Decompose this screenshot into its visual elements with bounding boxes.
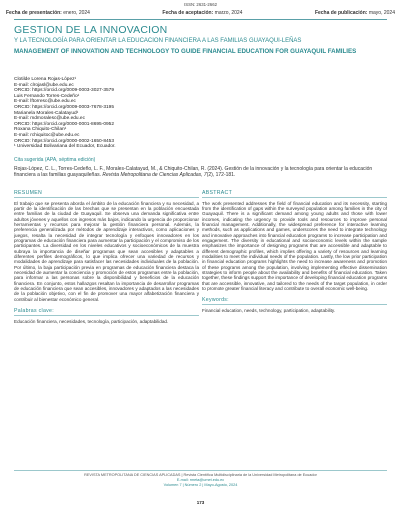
- article-title-block: [14, 24, 387, 55]
- article-subtitle: Y LA TECNOLOGÍA PARA ORIENTAR LA EDUCACION FINANCIERA A LAS FAMILIAS GUAYAQUI-LEÑAS: [14, 38, 302, 44]
- footer-journal: REVISTA METROPOLITANA DE CIENCIAS APLICADAS | Revista Científica Multidisciplinaria de la Universidad Metropolitana de Ecuador: [84, 473, 317, 477]
- publication-dates: [6, 10, 395, 16]
- citation-text: Rojas-López, C. L., Torres-Cedeño, L. F., Morales-Calatayud, M., & Chiquito-Chilan, R. (2024). Gestión de la innovación y la tecnología para orientar la educación financiera a las familias guayaquileñas. Revista Metropolitana de Ciencias Aplicadas, 7(2), 172-181.: [14, 166, 373, 178]
- received-date: Fecha de presentación: enero, 2024: [6, 10, 90, 16]
- abstract-text: The work presented addresses the field of financial education and its necessity, starting from the identification of gaps within the surveyed population among families in the city of Guayaquil. There is a significant demand among young adults and those with lower incomes, indicating the urgency to provide tools and resources to improve personal financial management. Additionally, the widespread preference for interactive learning methods, such as applications and games, underscores the need to integrate technology and innovative approaches into financial education programs to increase participation and engagement. The diversity in educational and socioeconomic levels within the sample emphasizes the importance of designing programs that are accessible and adaptable to different demographic profiles, which implies offering a variety of resources and learning modalities to meet the individual needs of the population. Lastly, the low prior participation in financial education programs highlights the need to increase awareness and promotion of these programs among the population, involving implementing effective dissemination strategies to inform people about the availability and benefits of financial education. Taken together, these findings support the importance of developing financial education programs that are accessible, innovative, and tailored to the needs of the target population, in order to promote greater financial literacy and contribute to overall economic well-being.: [202, 200, 387, 292]
- footer-divider: [14, 470, 387, 471]
- section-divider: [202, 197, 387, 198]
- author-line: Luis Fernando Torres-Cedeño¹: [14, 93, 80, 99]
- author-line: ORCID: https://orcid.org/0009-0003-3027-3579: [14, 88, 114, 94]
- resumen-heading: RESUMEN: [14, 190, 43, 196]
- journal-name: Revista Metropolitana de Ciencias Aplicadas, 7: [102, 172, 207, 178]
- journal-header: [0, 0, 401, 20]
- author-line: E-mail: rchiquitoc@ube.edu.ec: [14, 132, 80, 138]
- palabras-clave-text: Educación financiera, necesidades, tecnología, participación, adaptabilidad.: [14, 318, 169, 324]
- author-list: [14, 77, 387, 150]
- abstract-heading: ABSTRACT: [202, 190, 233, 196]
- affiliation: ¹ Universidad Bolivariana del Ecuador, Ecuador.: [14, 144, 116, 150]
- published-date: Fecha de publicación: mayo, 2024: [314, 10, 395, 16]
- palabras-clave-heading: Palabras clave:: [14, 308, 54, 315]
- citation-heading: Cita sugerida (APA, séptima edición): [14, 157, 96, 163]
- section-divider: [202, 304, 387, 305]
- footer-email: E-mail: rmeta@umet.edu.ec: [176, 477, 225, 482]
- journal-footer: [0, 473, 401, 487]
- author-line: Marianela Morales-Calatayud¹: [14, 110, 79, 116]
- header-divider: [14, 19, 387, 20]
- issn: ISSN: 2631-2662: [184, 2, 217, 7]
- article-title: GESTION DE LA INNOVACION: [14, 24, 168, 36]
- page-number: 173: [196, 500, 205, 505]
- english-title: MANAGEMENT OF INNOVATION AND TECHNOLOGY TO GUIDE FINANCIAL EDUCATION FOR GUAYAQUIL FAMILIES: [14, 47, 357, 55]
- author-line: ORCID: https://orcid.org/0009-0003-7678-3195: [14, 104, 114, 110]
- section-divider: [14, 315, 199, 316]
- author-line: Roxana Chiquito-Chilan¹: [14, 127, 67, 133]
- author-line: ORCID: https://orcid.org/0000-0002-1650-8453: [14, 138, 114, 144]
- abstract-column: [202, 190, 387, 313]
- accepted-date: Fecha de aceptación: marzo, 2024: [162, 10, 243, 16]
- footer-volume: Volumen 7 | Número 2 | Mayo-Agosto, 2024: [163, 482, 238, 487]
- section-divider: [14, 197, 199, 198]
- keywords-heading: Keywords:: [202, 297, 229, 304]
- author-line: E-mail: clrojasl@ube.edu.ec: [14, 82, 74, 88]
- resumen-column: [14, 190, 199, 324]
- author-line: E-mail: lftorresc@ube.edu.ec: [14, 99, 76, 105]
- keywords-text: Financial education, needs, technology, participation, adaptability.: [202, 308, 336, 314]
- author-line: ORCID: https://orcid.org/0000-0001-8695-0952: [14, 121, 114, 127]
- resumen-text: El trabajo que se presenta aborda el ámbito de la educación financiera y su necesidad, a partir de la identificación de las brechas que se presentan en la población encuestada entre familias de la ciudad de Guayaquil. Se observa una demanda significativa entre adultos jóvenes y aquellos con ingresos más bajos, indicando la urgencia de proporcionar herramientas y recursos para mejorar la gestión financiera personal. Además, la preferencia generalizada por métodos de aprendizaje interactivos, como aplicaciones y juegos, resalta la necesidad de integrar tecnología y enfoques innovadores en los programas de educación financiera para aumentar la participación y el compromiso de los participantes. La diversidad en los niveles educativos y socioeconómicos de la muestra subraya la importancia de diseñar programas que sean accesibles y adaptables a diferentes perfiles demográficos, lo que implica ofrecer una variedad de recursos y modalidades de aprendizaje para satisfacer las necesidades individuales de la población. Por último, la baja participación previa en programas de educación financiera destaca la necesidad de aumentar la conciencia y promoción de estos programas entre la población, para informar a las personas sobre la disponibilidad y beneficios de la educación financiera. En conjunto, estos hallazgos resaltan la importancia de desarrollar programas de educación financiera que sean accesibles, innovadores y adaptados a las necesidades de la población objetivo, con el fin de promover una mayor alfabetización financiera y contribuir al bienestar económico general.: [14, 200, 199, 302]
- author-line: Clotilde Lorena Rojas-López¹: [14, 77, 77, 82]
- author-line: E-mail: mdmoralesc@ube.edu.ec: [14, 116, 85, 122]
